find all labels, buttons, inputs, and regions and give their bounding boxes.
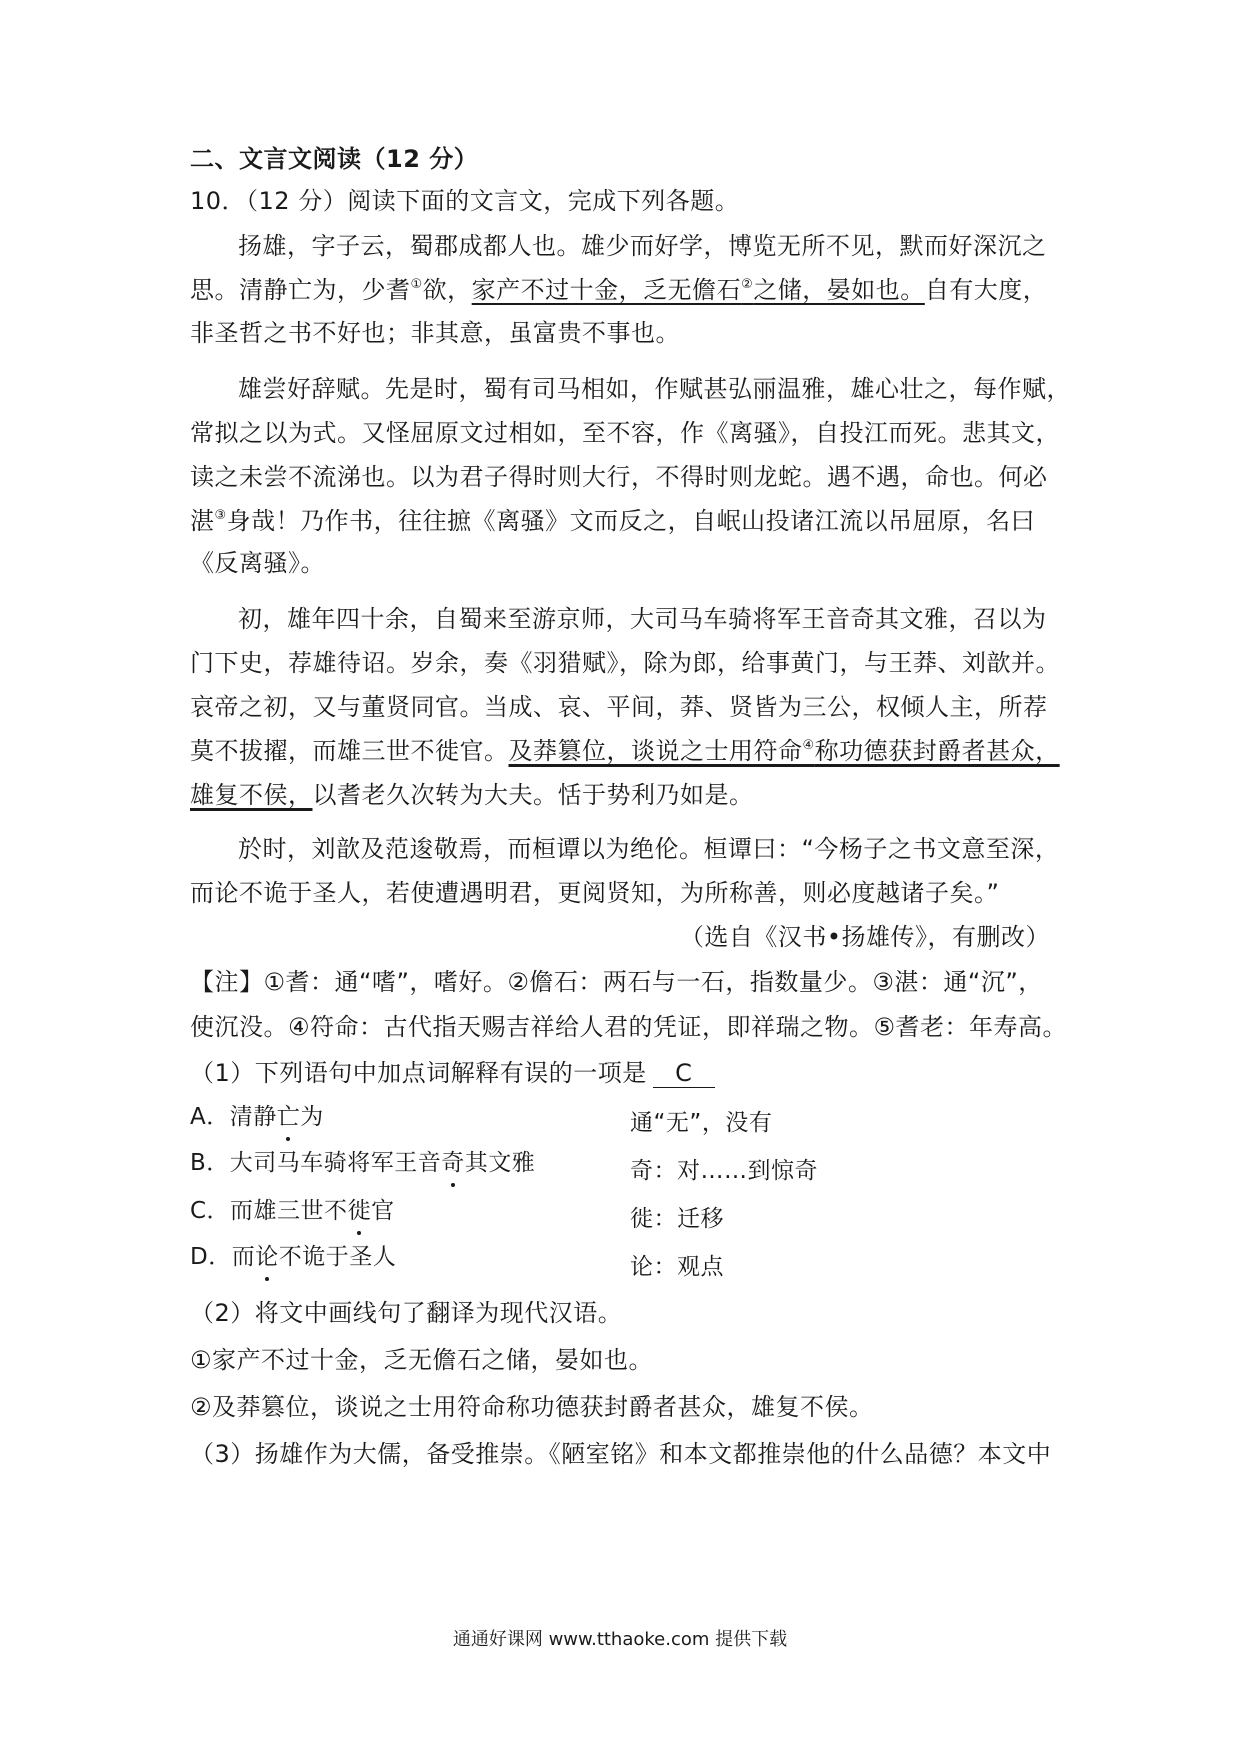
text-span: 称功德获封爵者甚众， (814, 737, 1060, 765)
dotted-word: 亡 (277, 1100, 301, 1134)
text-span: D．而 (190, 1244, 256, 1270)
dotted-word: 徙 (348, 1194, 372, 1228)
text-span: 莫不拔擢，而雄三世不徙官。 (190, 737, 509, 765)
note-marker: ② (741, 277, 754, 292)
passage-p2-line5: 《反离骚》。 (190, 549, 325, 577)
q3-prompt: （3）扬雄作为大儒，备受推崇。《陋室铭》和本文都推崇他的什么品德？本文中 (190, 1440, 1052, 1468)
text-span: 其文雅 (464, 1150, 536, 1176)
text-span: 自有大度， (924, 276, 1048, 304)
q1-option-d-explain: 论：观点 (630, 1254, 724, 1280)
q1-option-b-explain: 奇：对……到惊奇 (630, 1158, 818, 1184)
passage-p3-line2: 门下史，荐雄待诏。岁余，奏《羽猎赋》，除为郎，给事黄门，与王莽、刘歆并。 (190, 649, 1060, 677)
text-span: 之储，晏如也。 (753, 276, 925, 304)
text-span: 湛 (190, 507, 215, 535)
passage-p2-line1: 雄尝好辞赋。先是时，蜀有司马相如，作赋甚弘丽温雅，雄心壮之，每作赋， (238, 375, 1071, 403)
text-span: 官 (371, 1198, 395, 1224)
dotted-word: 奇 (441, 1146, 465, 1180)
text-span: 身哉！乃作书，往往摭《离骚》文而反之，自岷山投诸江流以吊屈原，名曰 (226, 507, 1036, 535)
q1-option-c-explain: 徙：迁移 (630, 1206, 724, 1232)
text-span: A．清静 (190, 1104, 277, 1130)
note-marker: ① (410, 277, 423, 292)
passage-p1-line2 (190, 273, 1047, 307)
text-span: 及莽篡位，谈说之士用符命 (508, 737, 803, 765)
note-marker: ④ (802, 738, 815, 753)
dotted-word: 论 (255, 1240, 279, 1274)
notes-line1: 【注】①耆：通“嗜”，嗜好。②儋石：两石与一石，指数量少。③湛：通“沉”， (190, 968, 1043, 996)
passage-p4-line1: 於时，刘歆及范逡敬焉，而桓谭以为绝伦。桓谭曰：“今杨子之书文意至深， (238, 835, 1060, 863)
passage-p2-line4 (190, 504, 1035, 538)
question-intro: 10．（12 分）阅读下面的文言文，完成下列各题。 (190, 187, 740, 215)
text-span: 欲， (422, 276, 472, 304)
note-marker: ③ (214, 508, 227, 523)
q1-option-d (190, 1240, 396, 1274)
passage-p3-line1: 初，雄年四十余，自蜀来至游京师，大司马车骑将军王音奇其文雅，召以为 (238, 605, 1047, 633)
text-span: C．而雄三世不 (190, 1198, 348, 1224)
passage-p3-line5 (190, 778, 754, 812)
passage-source: （选自《汉书•扬雄传》，有删改） (679, 923, 1050, 951)
q1-option-a-explain: 通“无”，没有 (630, 1110, 773, 1136)
text-span: 为 (300, 1104, 324, 1130)
q1-option-c (190, 1194, 395, 1228)
q2-prompt: （2）将文中画线句了翻译为现代汉语。 (190, 1299, 623, 1327)
passage-p3-line3: 哀帝之初，又与董贤同官。当成、哀、平间，莽、贤皆为三公，权倾人主，所荐 (190, 693, 1048, 721)
answer-blank: C (653, 1059, 715, 1088)
passage-p3-line4 (190, 734, 1060, 768)
text-span: 以耆老久次转为大夫。恬于势利乃如是。 (312, 781, 754, 809)
q1-option-b (190, 1146, 535, 1180)
section-heading: 二、文言文阅读（12 分） (190, 145, 479, 173)
q1-option-a (190, 1100, 324, 1134)
q2-sentence-2: ②及莽篡位，谈说之士用符命称功德获封爵者甚众，雄复不侯。 (190, 1393, 874, 1421)
q2-sentence-1: ①家产不过十金，乏无儋石之储，晏如也。 (190, 1346, 654, 1374)
text-span: （1）下列语句中加点词解释有误的一项是 (190, 1059, 647, 1087)
text-span: B．大司马车骑将军王音 (190, 1150, 442, 1176)
passage-p2-line2: 常拟之以为式。又怪屈原文过相如，至不容，作《离骚》，自投江而死。悲其文， (190, 419, 1060, 447)
notes-line2: 使沉没。④符命：古代指天赐吉祥给人君的凭证，即祥瑞之物。⑤耆老：年寿高。 (190, 1013, 1068, 1041)
text-span: 思。清静亡为，少耆 (190, 276, 411, 304)
text-span: 不诡于圣人 (278, 1244, 397, 1270)
passage-p2-line3: 读之未尝不流涕也。以为君子得时则大行，不得时则龙蛇。遇不遇，命也。何必 (190, 463, 1048, 491)
passage-p1-line1: 扬雄，字子云，蜀郡成都人也。雄少而好学，博览无所不见，默而好深沉之 (238, 232, 1047, 260)
underlined-sentence-1 (472, 276, 925, 304)
underlined-sentence-2 (509, 737, 1060, 765)
page-footer: 通通好课网 www.tthaoke.com 提供下载 (452, 1629, 788, 1650)
underlined-sentence-2-end: 雄复不侯， (190, 781, 313, 809)
passage-p1-line3: 非圣哲之书不好也；非其意，虽富贵不事也。 (190, 319, 680, 347)
text-span: 家产不过十金，乏无儋石 (471, 276, 742, 304)
q1-prompt (190, 1056, 715, 1090)
passage-p4-line2: 而论不诡于圣人，若使遭遇明君，更阅贤知，为所称善，则必度越诸子矣。” (190, 879, 1000, 907)
